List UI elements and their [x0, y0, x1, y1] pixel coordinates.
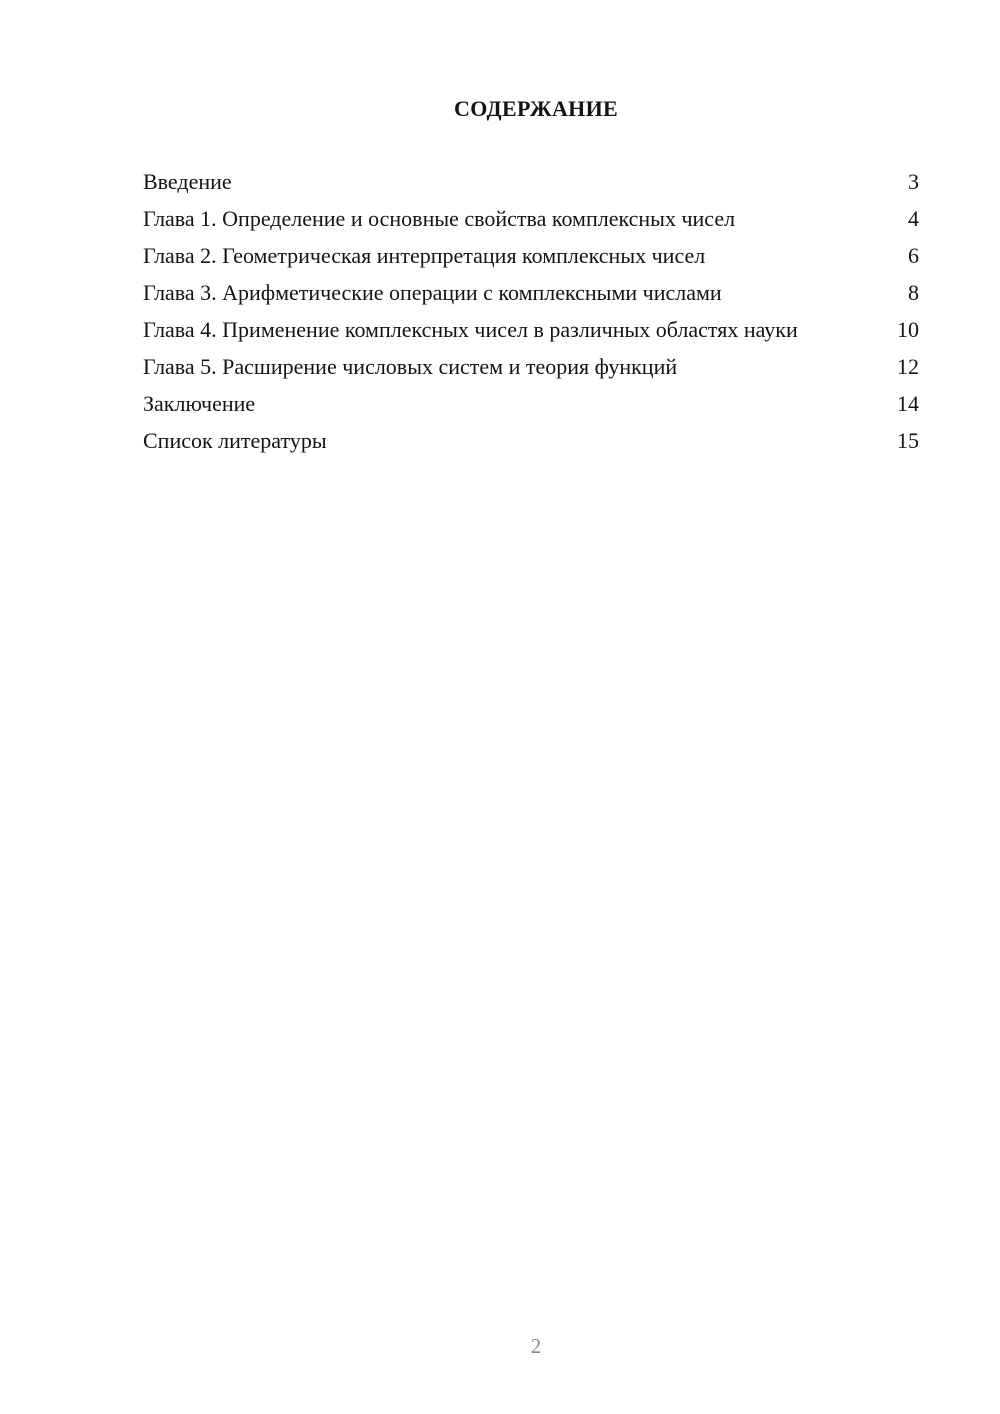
toc-entry-label: Глава 1. Определение и основные свойства комплексных чисел [143, 206, 736, 231]
page-number: 2 [530, 1334, 542, 1358]
toc-entry-page: 12 [897, 354, 919, 379]
toc-entry-chapter-4[interactable] [143, 317, 919, 343]
table-of-contents [143, 169, 919, 465]
toc-entry-label: Глава 5. Расширение числовых систем и теория функций [143, 354, 678, 379]
toc-entry-page: 10 [897, 317, 919, 342]
toc-entry-page: 3 [908, 169, 919, 194]
toc-entry-introduction[interactable] [143, 169, 919, 195]
toc-entry-label: Глава 4. Применение комплексных чисел в различных областях науки [143, 317, 798, 342]
page-title: СОДЕРЖАНИЕ [454, 96, 618, 121]
toc-entry-label: Глава 2. Геометрическая интерпретация комплексных чисел [143, 243, 706, 268]
toc-entry-label: Введение [143, 169, 232, 194]
toc-entry-page: 15 [897, 428, 919, 453]
toc-entry-label: Глава 3. Арифметические операции с комплексными числами [143, 280, 722, 305]
toc-entry-conclusion[interactable] [143, 391, 919, 417]
toc-entry-chapter-5[interactable] [143, 354, 919, 380]
toc-entry-page: 4 [908, 206, 919, 231]
toc-entry-page: 14 [897, 391, 919, 416]
toc-entry-label: Список литературы [143, 428, 327, 453]
toc-entry-chapter-3[interactable] [143, 280, 919, 306]
toc-entry-page: 6 [908, 243, 919, 268]
toc-entry-bibliography[interactable] [143, 428, 919, 454]
toc-entry-chapter-2[interactable] [143, 243, 919, 269]
toc-entry-page: 8 [908, 280, 919, 305]
toc-entry-label: Заключение [143, 391, 256, 416]
toc-entry-chapter-1[interactable] [143, 206, 919, 232]
